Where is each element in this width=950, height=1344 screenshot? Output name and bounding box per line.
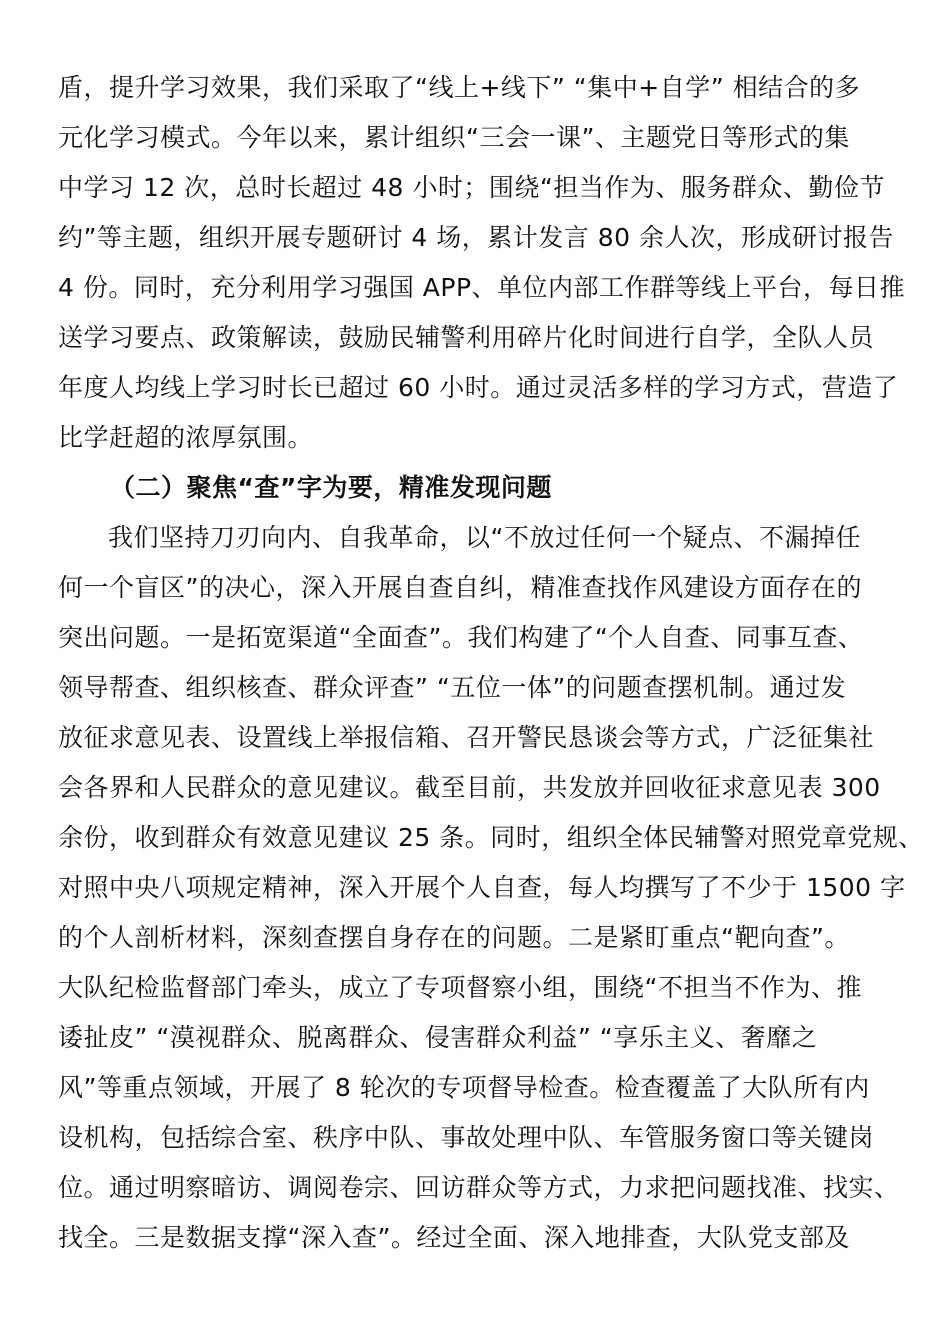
text-line: 会各界和人民群众的意见建议。截至目前，共发放并回收征求意见表 300 (58, 773, 881, 802)
text-line: 元化学习模式。今年以来，累计组织“三会一课”、主题党日等形式的集 (58, 123, 850, 152)
text-line: 风”等重点领域，开展了 8 轮次的专项督导检查。检查覆盖了大队所有内 (58, 1073, 870, 1102)
text-line: 设机构，包括综合室、秩序中队、事故处理中队、车管服务窗口等关键岗 (58, 1123, 875, 1152)
text-line: 突出问题。一是拓宽渠道“全面查”。我们构建了“个人自查、同事互查、 (58, 623, 864, 652)
text-line: 大队纪检监督部门牵头，成立了专项督察小组，围绕“不担当不作为、推 (58, 973, 862, 1002)
text-line: 盾，提升学习效果，我们采取了“线上+线下” “集中+自学” 相结合的多 (58, 73, 861, 102)
text-line: 领导帮查、组织核查、群众评查” “五位一体”的问题查摆机制。通过发 (58, 673, 847, 702)
text-line: 诿扯皮” “漠视群众、脱离群众、侵害群众利益” “享乐主义、奢靡之 (58, 1023, 818, 1052)
text-line: 我们坚持刀刃向内、自我革命，以“不放过任何一个疑点、不漏掉任 (108, 523, 861, 552)
text-line: 约”等主题，组织开展专题研讨 4 场，累计发言 80 余人次，形成研讨报告 (58, 223, 894, 252)
text-line: 找全。三是数据支撑“深入查”。经过全面、深入地排查，大队党支部及 (58, 1223, 850, 1252)
text-line: 比学赶超的浓厚氛围。 (58, 423, 314, 452)
text-line: 位。通过明察暗访、调阅卷宗、回访群众等方式，力求把问题找准、找实、 (58, 1173, 900, 1202)
text-line: 4 份。同时，充分利用学习强国 APP、单位内部工作群等线上平台，每日推 (58, 273, 906, 302)
text-line: 何一个盲区”的决心，深入开展自查自纠，精准查找作风建设方面存在的 (58, 573, 862, 602)
section-heading: （二）聚焦“查”字为要，精准发现问题 (110, 473, 552, 502)
text-line: 放征求意见表、设置线上举报信箱、召开警民恳谈会等方式，广泛征集社 (58, 723, 875, 752)
text-line: 的个人剖析材料，深刻查摆自身存在的问题。二是紧盯重点“靶向查”。 (58, 923, 850, 952)
text-line: 送学习要点、政策解读，鼓励民辅警利用碎片化时间进行自学，全队人员 (58, 323, 875, 352)
text-line: 中学习 12 次，总时长超过 48 小时；围绕“担当作为、服务群众、勤俭节 (58, 173, 885, 202)
text-line: 余份，收到群众有效意见建议 25 条。同时，组织全体民辅警对照党章党规、 (58, 823, 924, 852)
text-line: 年度人均线上学习时长已超过 60 小时。通过灵活多样的学习方式，营造了 (58, 373, 899, 402)
text-line: 对照中央八项规定精神，深入开展个人自查，每人均撰写了不少于 1500 字 (58, 873, 906, 902)
